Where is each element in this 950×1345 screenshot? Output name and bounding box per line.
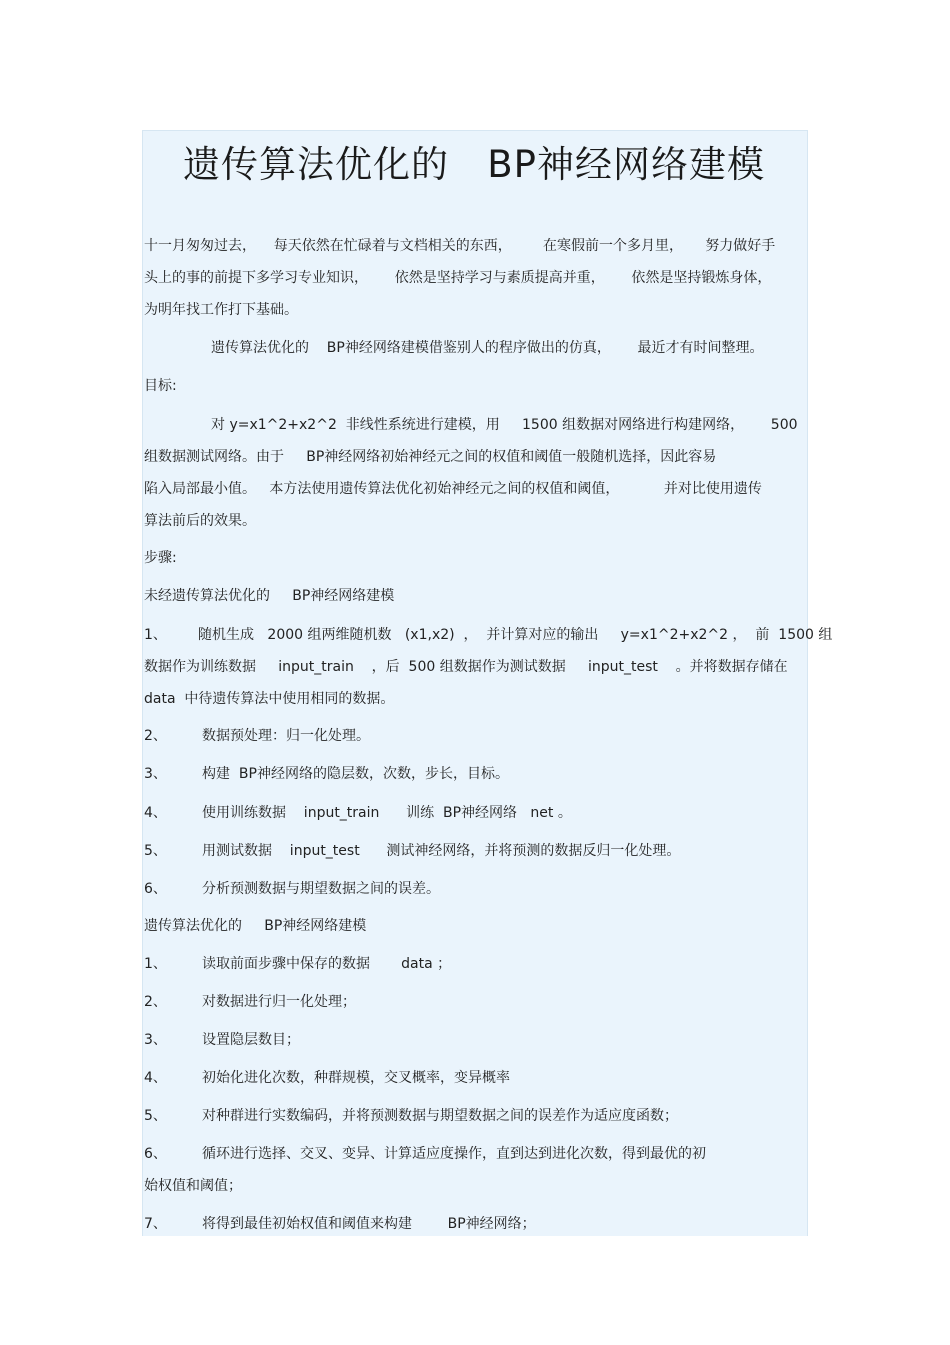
step-text: 读取前面步骤中保存的数据 data ； <box>202 956 452 972</box>
step-number: 5、 <box>144 1108 167 1124</box>
step-text: 使用训练数据 input_train 训练 BP神经网络 net 。 <box>202 805 572 821</box>
step-text: 对数据进行归一化处理； <box>202 994 356 1010</box>
intro-line-2: 头上的事的前提下多学习专业知识， 依然是坚持学习与素质提高并重， 依然是坚持锻炼身体， <box>144 270 772 286</box>
step-number: 2、 <box>144 994 167 1010</box>
goal-line-1: 对 y=x1^2+x2^2 非线性系统进行建模，用 1500 组数据对网络进行构建网络， 500 <box>211 417 798 433</box>
step-text: 数据预处理：归一化处理。 <box>202 728 370 744</box>
step-text: 将得到最佳初始权值和阈值来构建 BP神经网络； <box>202 1216 536 1232</box>
section2-title: 遗传算法优化的 BP神经网络建模 <box>144 918 367 934</box>
step-text: 构建 BP神经网络的隐层数，次数，步长，目标。 <box>202 766 509 782</box>
step-number: 4、 <box>144 805 167 821</box>
goal-line-4: 算法前后的效果。 <box>144 513 256 529</box>
goal-label: 目标: <box>144 378 177 394</box>
section1-step1-line-2: 数据作为训练数据 input_train ，后 500 组数据作为测试数据 input_test 。并将数据存储在 <box>144 659 788 675</box>
step-text: 分析预测数据与期望数据之间的误差。 <box>202 881 440 897</box>
section1-step1-line-1: 1、 随机生成 2000 组两维随机数 (x1,x2) ， 并计算对应的输出 y=x1^2+x2^2 ， 前 1500 组 <box>144 627 833 643</box>
step-number: 3、 <box>144 1032 167 1048</box>
step-number: 1、 <box>144 956 167 972</box>
goal-line-2: 组数据测试网络。由于 BP神经网络初始神经元之间的权值和阈值一般随机选择，因此容易 <box>144 449 717 465</box>
document-title: 遗传算法优化的 BP神经网络建模 <box>183 143 765 186</box>
step-number: 4、 <box>144 1070 167 1086</box>
goal-line-3: 陷入局部最小值。 本方法使用遗传算法优化初始神经元之间的权值和阈值， 并对比使用遗传 <box>144 481 762 497</box>
step-text: 设置隐层数目； <box>202 1032 300 1048</box>
intro-line-3: 为明年找工作打下基础。 <box>144 302 298 318</box>
step-text: 初始化进化次数，种群规模，交叉概率，变异概率 <box>202 1070 510 1086</box>
step-number: 6、 <box>144 881 167 897</box>
section1-title: 未经遗传算法优化的 BP神经网络建模 <box>144 588 395 604</box>
step-number: 3、 <box>144 766 167 782</box>
step-number: 2、 <box>144 728 167 744</box>
paragraph-2: 遗传算法优化的 BP神经网络建模借鉴别人的程序做出的仿真， 最近才有时间整理。 <box>211 340 764 356</box>
step-number: 6、 <box>144 1146 167 1162</box>
intro-line-1: 十一月匆匆过去， 每天依然在忙碌着与文档相关的东西， 在寒假前一个多月里， 努力做好手 <box>144 238 776 254</box>
step-number: 7、 <box>144 1216 167 1232</box>
section2-step6-continued: 始权值和阈值； <box>144 1178 242 1194</box>
step-number: 5、 <box>144 843 167 859</box>
steps-label: 步骤: <box>144 550 177 566</box>
section1-step1-line-3: data 中待遗传算法中使用相同的数据。 <box>144 691 395 707</box>
step-text: 对种群进行实数编码，并将预测数据与期望数据之间的误差作为适应度函数； <box>202 1108 678 1124</box>
step-text: 循环进行选择、交叉、变异、计算适应度操作，直到达到进化次数，得到最优的初 <box>202 1146 706 1162</box>
step-text: 用测试数据 input_test 测试神经网络，并将预测的数据反归一化处理。 <box>202 843 681 859</box>
